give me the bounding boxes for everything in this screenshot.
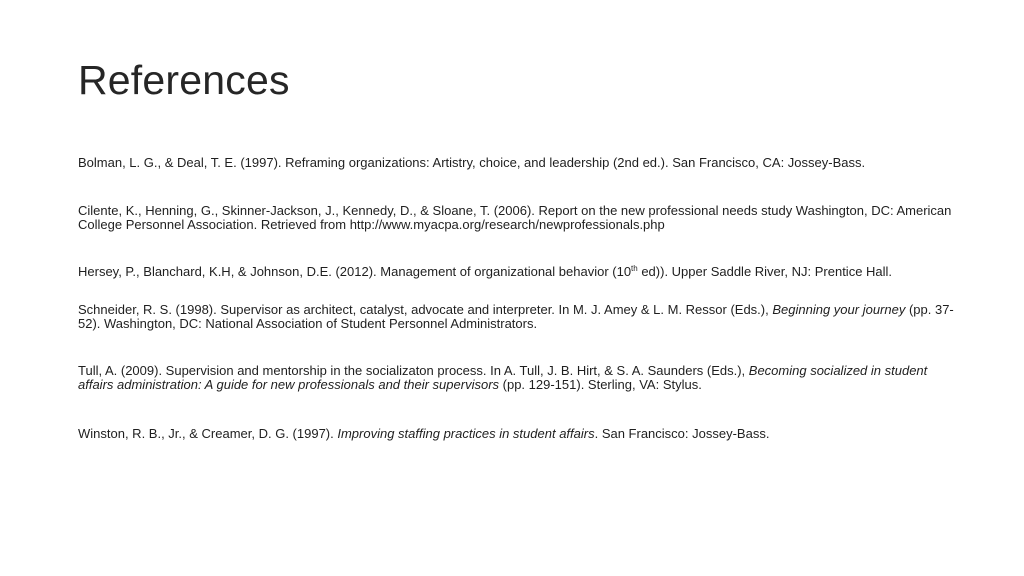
reference-tull [78, 364, 958, 392]
reference-book-title: Improving staffing practices in student affairs [337, 426, 595, 441]
reference-text-end: (pp. 129-151). Sterling, VA: Stylus. [499, 377, 702, 392]
reference-text-end: (pp. 37-52). Washington, DC: National Association of Student Personnel Administrators. [78, 302, 954, 331]
slide-title: References [78, 57, 290, 103]
reference-text: Bolman, L. G., & Deal, T. E. (1997). Reframing organizations: Artistry, choice, and leadership (2nd ed.). San Francisco, CA: Jossey-Bass. [78, 155, 866, 170]
reference-text-end: ed)). Upper Saddle River, NJ: Prentice Hall. [637, 264, 893, 279]
superscript-ordinal: th [631, 264, 638, 273]
reference-text: Cilente, K., Henning, G., Skinner-Jackson, J., Kennedy, D., & Sloane, T. (2006). Report on the new professional needs study Washington, DC: American College Personnel Association. Retrieved from http://www.myacpa.org/research/newprofessionals.php [78, 203, 952, 232]
reference-hersey [78, 265, 958, 279]
reference-book-title: Beginning your journey [772, 302, 906, 317]
reference-text: Tull, A. (2009). Supervision and mentorship in the socializaton process. In A. Tull, J. B. Hirt, & S. A. Saunders (Eds.), [78, 363, 749, 378]
reference-winston [78, 427, 958, 441]
reference-cilente [78, 204, 958, 232]
reference-text: Schneider, R. S. (1998). Supervisor as architect, catalyst, advocate and interpreter. In M. J. Amey & L. M. Ressor (Eds.), [78, 302, 773, 317]
reference-text-end: . San Francisco: Jossey-Bass. [594, 426, 770, 441]
reference-bolman [78, 156, 958, 170]
reference-text: Hersey, P., Blanchard, K.H, & Johnson, D.E. (2012). Management of organizational behavior (10 [78, 264, 632, 279]
reference-schneider [78, 303, 958, 331]
reference-book-title: Becoming socialized in student affairs administration: A guide for new professionals and their supervisors [78, 363, 928, 392]
reference-text: Winston, R. B., Jr., & Creamer, D. G. (1997). [78, 426, 338, 441]
